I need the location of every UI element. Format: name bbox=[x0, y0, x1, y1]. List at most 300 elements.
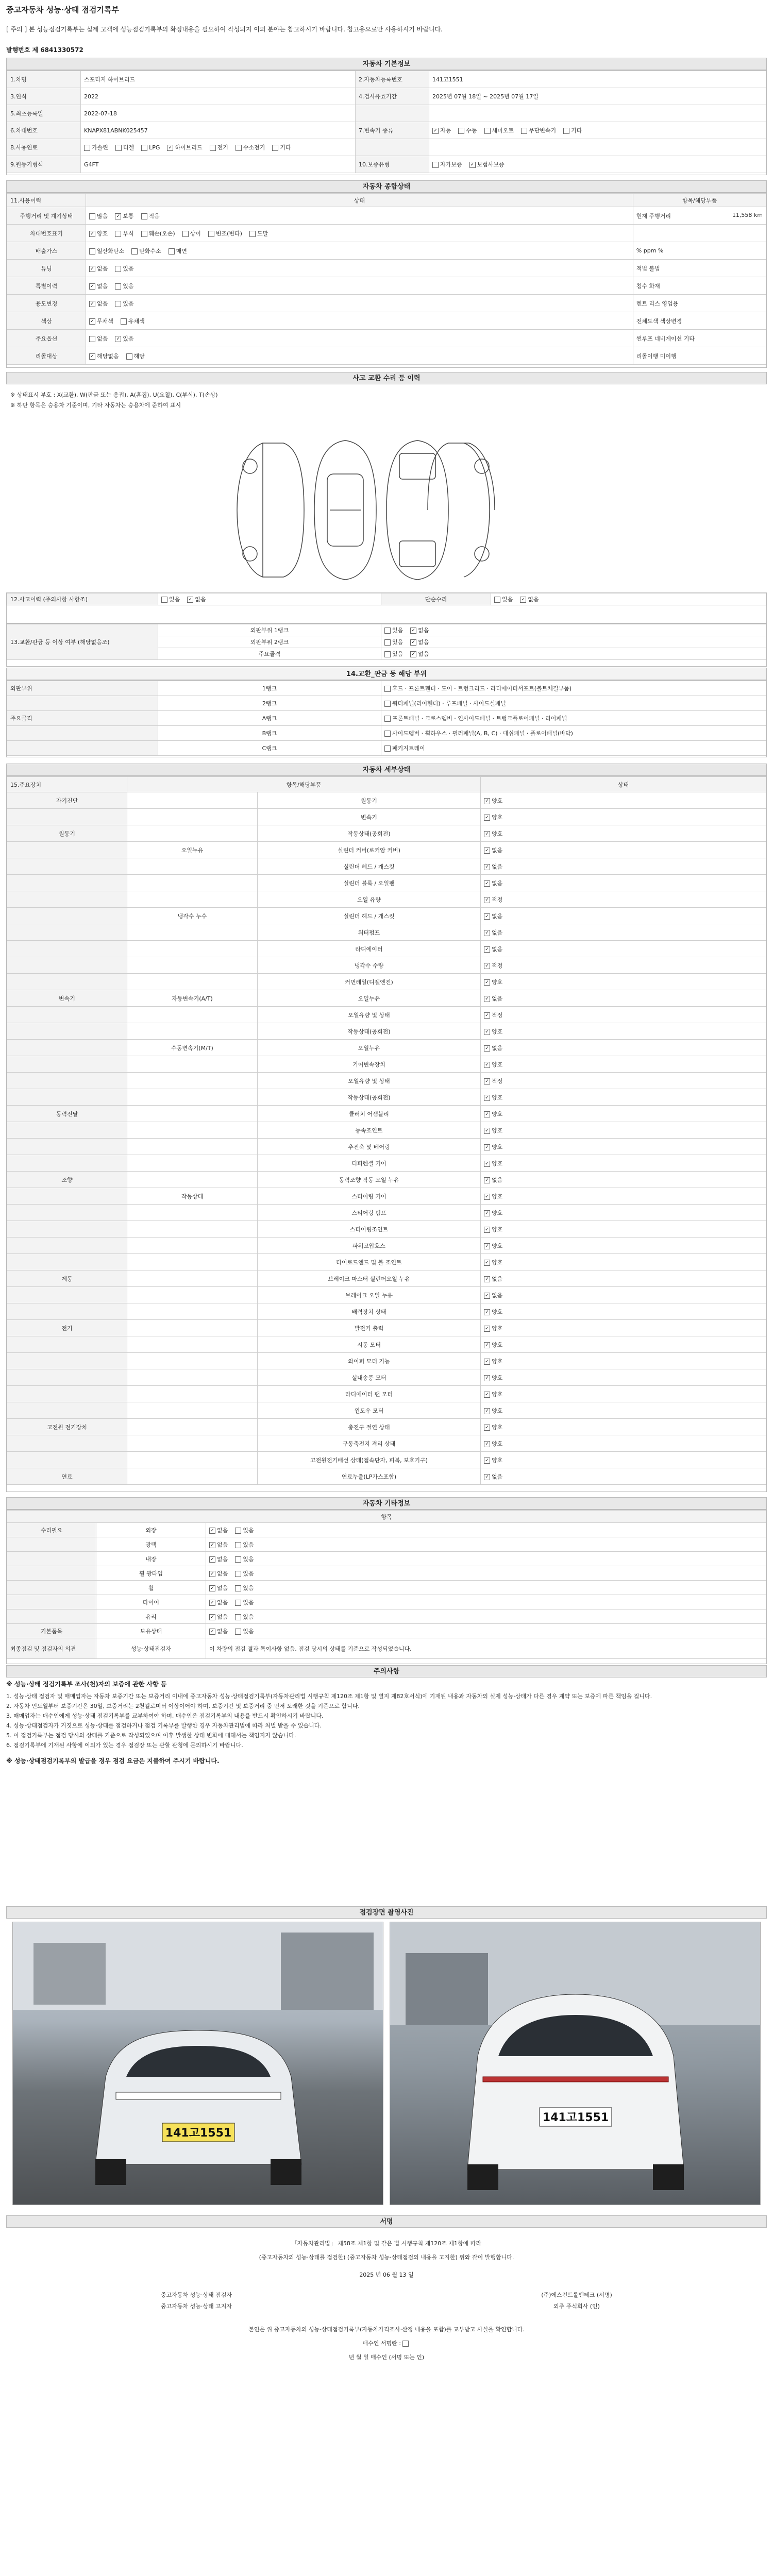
checkbox[interactable] bbox=[410, 639, 416, 646]
detail-state: 양호 bbox=[492, 814, 503, 821]
detail-state: 없음 bbox=[492, 912, 503, 920]
checkbox[interactable] bbox=[521, 128, 527, 134]
checkbox[interactable] bbox=[235, 1556, 241, 1563]
option[interactable] bbox=[432, 127, 451, 134]
checkbox[interactable] bbox=[121, 318, 127, 325]
checkbox[interactable] bbox=[115, 336, 121, 342]
option[interactable] bbox=[235, 1527, 254, 1534]
option[interactable] bbox=[208, 230, 242, 237]
opinion-text: 이 차량의 점검 결과 특이사항 없음. 점검 당시의 상태를 기준으로 작성되었습니다. bbox=[206, 1638, 766, 1659]
checkbox[interactable] bbox=[89, 353, 95, 360]
buyer-checkbox[interactable] bbox=[402, 2341, 409, 2347]
main-frame: 주요골격 bbox=[158, 648, 381, 660]
checkbox[interactable] bbox=[458, 128, 464, 134]
option[interactable] bbox=[209, 1527, 228, 1534]
option[interactable] bbox=[209, 1556, 228, 1563]
option-label: 있음 bbox=[392, 651, 404, 657]
option[interactable] bbox=[384, 651, 403, 657]
detail-checkbox[interactable] bbox=[484, 996, 490, 1002]
checkbox[interactable] bbox=[89, 266, 95, 272]
detail-row bbox=[7, 908, 766, 924]
checker-label: 중고자동차 성능·상태 점검자 bbox=[160, 2292, 232, 2298]
outer-rank2-opts[interactable] bbox=[381, 636, 766, 648]
option[interactable] bbox=[141, 213, 160, 219]
option[interactable] bbox=[235, 1599, 254, 1606]
general-row bbox=[7, 242, 766, 260]
checkbox[interactable] bbox=[469, 162, 476, 168]
option-label: 양호 bbox=[97, 230, 108, 237]
detail-checkbox[interactable] bbox=[484, 1276, 490, 1282]
detail-checkbox[interactable] bbox=[484, 815, 490, 821]
detail-row bbox=[7, 1419, 766, 1435]
option[interactable] bbox=[432, 161, 462, 168]
checkbox[interactable] bbox=[520, 597, 526, 603]
detail-checkbox[interactable] bbox=[484, 979, 490, 986]
detail-state: 적정 bbox=[492, 962, 503, 969]
detail-checkbox[interactable] bbox=[484, 1474, 490, 1480]
detail-group bbox=[7, 1402, 127, 1419]
checkbox[interactable] bbox=[89, 231, 95, 237]
checkbox[interactable] bbox=[410, 628, 416, 634]
option-label: 있음 bbox=[243, 1570, 254, 1577]
detail-row bbox=[7, 1056, 766, 1073]
option[interactable] bbox=[209, 1614, 228, 1620]
option[interactable] bbox=[236, 144, 265, 151]
option-label: 자가보증 bbox=[440, 161, 462, 168]
detail-sub bbox=[127, 1073, 258, 1089]
detail-checkbox[interactable] bbox=[484, 1326, 490, 1332]
detail-state: 없음 bbox=[492, 1275, 503, 1282]
option[interactable] bbox=[484, 127, 514, 134]
detail-checkbox[interactable] bbox=[484, 1227, 490, 1233]
general-row bbox=[7, 295, 766, 312]
checkbox[interactable] bbox=[115, 145, 122, 151]
detail-checkbox[interactable] bbox=[484, 913, 490, 920]
checkbox[interactable] bbox=[209, 1629, 215, 1635]
detail-checkbox[interactable] bbox=[484, 1062, 490, 1068]
option-label: 없음 bbox=[217, 1527, 228, 1534]
detail-state: 양호 bbox=[492, 1456, 503, 1464]
checkbox[interactable] bbox=[141, 145, 147, 151]
option[interactable] bbox=[131, 248, 161, 255]
checkbox[interactable] bbox=[209, 1556, 215, 1563]
checkbox[interactable] bbox=[432, 128, 439, 134]
checkbox[interactable] bbox=[161, 597, 167, 603]
option-label: 기타 bbox=[571, 127, 582, 134]
detail-checkbox[interactable] bbox=[484, 1425, 490, 1431]
rank-group bbox=[7, 726, 158, 741]
accident-options[interactable] bbox=[158, 594, 381, 605]
option-label: LPG bbox=[149, 144, 160, 151]
detail-state: 양호 bbox=[492, 1193, 503, 1200]
option-label: 없음 bbox=[418, 627, 429, 634]
detail-item: 연료누출(LP가스포함) bbox=[258, 1468, 481, 1485]
detail-checkbox[interactable] bbox=[484, 1309, 490, 1315]
option[interactable] bbox=[235, 1614, 254, 1620]
simple-repair-options[interactable] bbox=[491, 594, 766, 605]
buyer-line-1: 본인은 위 중고자동차의 성능·상태점검기록부(자동차가격조사·산정 내용을 포함)를 교부받고 사실을 확인합니다. bbox=[248, 2326, 525, 2333]
checkbox[interactable] bbox=[209, 1542, 215, 1548]
detail-checkbox[interactable] bbox=[484, 1177, 490, 1183]
detail-checkbox[interactable] bbox=[484, 1095, 490, 1101]
detail-state: 양호 bbox=[492, 1094, 503, 1101]
option[interactable] bbox=[121, 318, 145, 325]
detail-checkbox[interactable] bbox=[484, 1161, 490, 1167]
checkbox[interactable] bbox=[272, 145, 278, 151]
basic-value: 2022 bbox=[84, 93, 98, 100]
detail-row bbox=[7, 891, 766, 908]
detail-row bbox=[7, 1402, 766, 1419]
option[interactable] bbox=[115, 144, 134, 151]
detail-row bbox=[7, 1007, 766, 1023]
detail-state: 양호 bbox=[492, 1110, 503, 1117]
rank-checkbox[interactable] bbox=[384, 701, 391, 707]
checkbox[interactable] bbox=[432, 162, 439, 168]
detail-group bbox=[7, 858, 127, 875]
option[interactable] bbox=[89, 230, 108, 237]
option-label: 없음 bbox=[217, 1628, 228, 1635]
detail-group bbox=[7, 1089, 127, 1106]
checkbox[interactable] bbox=[126, 353, 132, 360]
checkbox[interactable] bbox=[384, 639, 391, 646]
option[interactable] bbox=[89, 213, 108, 219]
other-row bbox=[7, 1609, 766, 1624]
detail-row bbox=[7, 1353, 766, 1369]
option-label: 있음 bbox=[123, 335, 134, 342]
option[interactable] bbox=[272, 144, 291, 151]
detail-checkbox[interactable] bbox=[484, 798, 490, 804]
checkbox[interactable] bbox=[115, 213, 121, 219]
detail-group bbox=[7, 1336, 127, 1353]
outer-rank1-opts[interactable] bbox=[381, 624, 766, 636]
checkbox[interactable] bbox=[484, 128, 491, 134]
checkbox[interactable] bbox=[115, 301, 121, 307]
detail-checkbox[interactable] bbox=[484, 1194, 490, 1200]
detail-checkbox[interactable] bbox=[484, 963, 490, 969]
detail-checkbox[interactable] bbox=[484, 831, 490, 837]
damage-section-header: 사고 교환 수리 등 이력 bbox=[6, 372, 767, 384]
checkbox[interactable] bbox=[563, 128, 569, 134]
checkbox[interactable] bbox=[209, 1528, 215, 1534]
rank-label: B랭크 bbox=[158, 726, 381, 741]
detail-checkbox[interactable] bbox=[484, 1045, 490, 1052]
option[interactable] bbox=[89, 283, 108, 290]
detail-state: 적정 bbox=[492, 896, 503, 903]
detail-checkbox[interactable] bbox=[484, 1293, 490, 1299]
detail-state: 양호 bbox=[492, 830, 503, 837]
detail-sub bbox=[127, 858, 258, 875]
option[interactable] bbox=[469, 161, 505, 168]
detail-item: 변속기 bbox=[258, 809, 481, 825]
detail-checkbox[interactable] bbox=[484, 1408, 490, 1414]
option[interactable] bbox=[141, 144, 160, 151]
general-right: 침수 화재 bbox=[636, 282, 660, 290]
checkbox[interactable] bbox=[384, 628, 391, 634]
detail-checkbox[interactable] bbox=[484, 946, 490, 953]
option-label: 없음 bbox=[97, 335, 108, 342]
detail-checkbox[interactable] bbox=[484, 1111, 490, 1117]
option[interactable] bbox=[89, 300, 108, 307]
basic-value: KNAPX81ABNK025457 bbox=[84, 127, 148, 134]
note-item: 4. 성능·상태점검자가 거짓으로 성능·상태를 점검하거나 점검 기록부를 발행한 경우 자동차관리법에 따라 처벌 받을 수 있습니다. bbox=[6, 1722, 322, 1729]
detail-item: 오일누유 bbox=[258, 1040, 481, 1056]
option[interactable] bbox=[89, 335, 108, 342]
detail-group bbox=[7, 924, 127, 941]
other-row bbox=[7, 1537, 766, 1552]
detail-row bbox=[7, 1452, 766, 1468]
detail-checkbox[interactable] bbox=[484, 1078, 490, 1084]
other-row bbox=[7, 1523, 766, 1537]
checkbox[interactable] bbox=[115, 283, 121, 290]
detail-checkbox[interactable] bbox=[484, 1128, 490, 1134]
detail-group bbox=[7, 1369, 127, 1386]
checkbox[interactable] bbox=[141, 231, 147, 237]
front-car-image bbox=[13, 1922, 383, 2205]
option-label: 하이브리드 bbox=[175, 144, 203, 151]
checkbox[interactable] bbox=[235, 1600, 241, 1606]
option-label: 무단변속기 bbox=[529, 127, 557, 134]
checkbox[interactable] bbox=[235, 1571, 241, 1577]
option[interactable] bbox=[115, 300, 133, 307]
checkbox[interactable] bbox=[209, 1585, 215, 1591]
option[interactable] bbox=[182, 230, 201, 237]
detail-state: 양호 bbox=[492, 1391, 503, 1398]
detail-checkbox[interactable] bbox=[484, 1441, 490, 1447]
checkbox[interactable] bbox=[115, 266, 121, 272]
detail-state: 적정 bbox=[492, 1077, 503, 1084]
option[interactable] bbox=[167, 144, 202, 151]
rear-plate: 141고1551 bbox=[542, 2111, 609, 2124]
rank-checkbox[interactable] bbox=[384, 745, 391, 752]
option[interactable] bbox=[235, 1570, 254, 1577]
option[interactable] bbox=[494, 596, 513, 603]
option[interactable] bbox=[115, 283, 133, 290]
detail-checkbox[interactable] bbox=[484, 1260, 490, 1266]
option[interactable] bbox=[235, 1556, 254, 1563]
option[interactable] bbox=[89, 353, 119, 360]
detail-item: 커먼레일(디젤엔진) bbox=[258, 974, 481, 990]
detail-checkbox[interactable] bbox=[484, 1359, 490, 1365]
rank-row bbox=[7, 711, 766, 726]
option[interactable] bbox=[84, 144, 108, 151]
other-group bbox=[7, 1595, 96, 1609]
option[interactable] bbox=[235, 1628, 254, 1635]
detail-sub bbox=[127, 1287, 258, 1303]
checkbox[interactable] bbox=[209, 1571, 215, 1577]
checkbox[interactable] bbox=[84, 145, 90, 151]
checkbox[interactable] bbox=[235, 1629, 241, 1635]
option[interactable] bbox=[384, 627, 403, 634]
option[interactable] bbox=[115, 213, 133, 219]
detail-checkbox[interactable] bbox=[484, 848, 490, 854]
checkbox[interactable] bbox=[89, 336, 95, 342]
general-col-3: 항목/해당부품 bbox=[633, 194, 766, 207]
option[interactable] bbox=[235, 1585, 254, 1591]
detail-checkbox[interactable] bbox=[484, 1342, 490, 1348]
checkbox[interactable] bbox=[209, 1600, 215, 1606]
general-table bbox=[6, 193, 767, 368]
outer-rank2: 외판부위 2랭크 bbox=[158, 636, 381, 648]
option[interactable] bbox=[161, 596, 180, 603]
other-row bbox=[7, 1595, 766, 1609]
general-row bbox=[7, 312, 766, 330]
checkbox[interactable] bbox=[235, 1585, 241, 1591]
option-label: 도말 bbox=[257, 230, 268, 237]
checkbox[interactable] bbox=[89, 301, 95, 307]
option[interactable] bbox=[249, 230, 268, 237]
option-label: 가솔린 bbox=[92, 144, 108, 151]
detail-checkbox[interactable] bbox=[484, 880, 490, 887]
checkbox[interactable] bbox=[210, 145, 216, 151]
front-photo bbox=[12, 1922, 383, 2205]
detail-group bbox=[7, 1056, 127, 1073]
checkbox[interactable] bbox=[187, 597, 193, 603]
checkbox[interactable] bbox=[384, 651, 391, 657]
option[interactable] bbox=[210, 144, 228, 151]
checkbox[interactable] bbox=[249, 231, 256, 237]
general-row bbox=[7, 347, 766, 365]
detail-checkbox[interactable] bbox=[484, 1012, 490, 1019]
checkbox[interactable] bbox=[410, 651, 416, 657]
option-label: 있음 bbox=[243, 1613, 254, 1620]
rank-checkbox[interactable] bbox=[384, 686, 391, 692]
basic-row bbox=[7, 71, 766, 88]
general-right: % ppm % bbox=[636, 247, 664, 254]
detail-checkbox[interactable] bbox=[484, 1210, 490, 1216]
rank-checkbox[interactable] bbox=[384, 716, 391, 722]
option[interactable] bbox=[187, 596, 206, 603]
detail-item: 파워고압호스 bbox=[258, 1238, 481, 1254]
option[interactable] bbox=[126, 353, 145, 360]
option[interactable] bbox=[410, 651, 429, 657]
option[interactable] bbox=[89, 265, 108, 272]
detail-checkbox[interactable] bbox=[484, 1029, 490, 1035]
option[interactable] bbox=[521, 127, 556, 134]
option[interactable] bbox=[458, 127, 477, 134]
checkbox[interactable] bbox=[182, 231, 189, 237]
main-frame-opts[interactable] bbox=[381, 648, 766, 660]
detail-sub bbox=[127, 1172, 258, 1188]
detail-checkbox[interactable] bbox=[484, 1144, 490, 1150]
detail-group bbox=[7, 1205, 127, 1221]
option[interactable] bbox=[209, 1541, 228, 1548]
option[interactable] bbox=[209, 1599, 228, 1606]
detail-state: 양호 bbox=[492, 1061, 503, 1068]
accident-table bbox=[6, 592, 767, 623]
option[interactable] bbox=[410, 639, 429, 646]
general-row bbox=[7, 330, 766, 347]
rear-photo bbox=[390, 1922, 761, 2205]
checkbox[interactable] bbox=[494, 597, 500, 603]
option[interactable] bbox=[115, 335, 133, 342]
option[interactable] bbox=[115, 230, 133, 237]
detail-group bbox=[7, 1435, 127, 1452]
rank-label: 2랭크 bbox=[158, 696, 381, 711]
general-row bbox=[7, 277, 766, 295]
detail-group bbox=[7, 1188, 127, 1205]
opinion-label: 최종점검 및 점검자의 의견 bbox=[7, 1638, 96, 1659]
option[interactable] bbox=[209, 1628, 228, 1635]
option[interactable] bbox=[115, 265, 133, 272]
detail-row bbox=[7, 1320, 766, 1336]
checkbox[interactable] bbox=[89, 318, 95, 325]
detail-group bbox=[7, 891, 127, 908]
option[interactable] bbox=[89, 318, 113, 325]
detail-sub bbox=[127, 891, 258, 908]
detail-state: 없음 bbox=[492, 863, 503, 870]
checkbox[interactable] bbox=[209, 1614, 215, 1620]
detail-checkbox[interactable] bbox=[484, 930, 490, 936]
option[interactable] bbox=[209, 1585, 228, 1591]
general-label: 용도변경 bbox=[7, 295, 86, 312]
checkbox[interactable] bbox=[141, 213, 147, 219]
other-group bbox=[7, 1609, 96, 1624]
detail-row bbox=[7, 957, 766, 974]
detail-checkbox[interactable] bbox=[484, 864, 490, 870]
detail-state: 없음 bbox=[492, 1176, 503, 1183]
rank-checkbox[interactable] bbox=[384, 731, 391, 737]
rank-group bbox=[7, 696, 158, 711]
detail-table bbox=[6, 776, 767, 1492]
option[interactable] bbox=[169, 248, 187, 255]
detail-checkbox[interactable] bbox=[484, 897, 490, 903]
checkbox[interactable] bbox=[167, 145, 173, 151]
basic-label-2: 7.변속기 종류 bbox=[356, 122, 429, 139]
checkbox[interactable] bbox=[208, 231, 214, 237]
detail-sub bbox=[127, 1238, 258, 1254]
checkbox[interactable] bbox=[235, 1542, 241, 1548]
checkbox[interactable] bbox=[235, 1528, 241, 1534]
option[interactable] bbox=[520, 596, 539, 603]
checkbox[interactable] bbox=[89, 248, 95, 255]
checkbox[interactable] bbox=[131, 248, 138, 255]
option[interactable] bbox=[563, 127, 582, 134]
simple-repair-label: 단순수리 bbox=[381, 594, 491, 605]
checkbox[interactable] bbox=[169, 248, 175, 255]
detail-state: 없음 bbox=[492, 1473, 503, 1480]
option[interactable] bbox=[384, 639, 403, 646]
option[interactable] bbox=[410, 627, 429, 634]
detail-item: 타이로드엔드 및 볼 조인트 bbox=[258, 1254, 481, 1270]
checkbox[interactable] bbox=[236, 145, 242, 151]
detail-group bbox=[7, 809, 127, 825]
checkbox[interactable] bbox=[89, 213, 95, 219]
option[interactable] bbox=[141, 230, 175, 237]
option[interactable] bbox=[235, 1541, 254, 1548]
detail-sub bbox=[127, 1106, 258, 1122]
checkbox[interactable] bbox=[235, 1614, 241, 1620]
detail-row bbox=[7, 974, 766, 990]
option[interactable] bbox=[89, 248, 124, 255]
doc-number bbox=[6, 45, 83, 54]
detail-state: 양호 bbox=[492, 1423, 503, 1431]
checkbox[interactable] bbox=[115, 231, 121, 237]
detail-checkbox[interactable] bbox=[484, 1392, 490, 1398]
option-label: 있음 bbox=[243, 1541, 254, 1548]
general-label: 주요옵션 bbox=[7, 330, 86, 347]
rank-row bbox=[7, 726, 766, 741]
checkbox[interactable] bbox=[89, 283, 95, 290]
detail-checkbox[interactable] bbox=[484, 1375, 490, 1381]
dealer-value: 외주 주식회사 (인) bbox=[553, 2303, 600, 2310]
option[interactable] bbox=[209, 1570, 228, 1577]
detail-item: 충전구 절연 상태 bbox=[258, 1419, 481, 1435]
detail-checkbox[interactable] bbox=[484, 1458, 490, 1464]
detail-sub bbox=[127, 809, 258, 825]
detail-row bbox=[7, 792, 766, 809]
detail-checkbox[interactable] bbox=[484, 1243, 490, 1249]
sign-date: 2025 년 06 월 13 일 bbox=[359, 2272, 414, 2278]
